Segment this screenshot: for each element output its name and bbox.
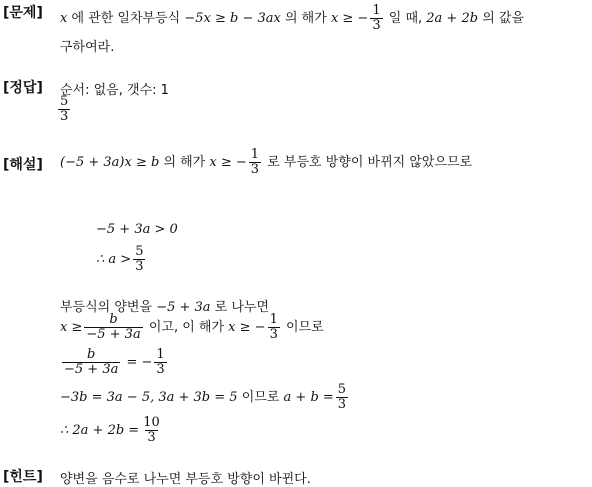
fraction-numerator: 1 [250, 147, 260, 162]
equation: −3b = 3a − 5, 3a + 3b = 5 [60, 390, 238, 405]
solution-text: 부등식의 양변을 [60, 300, 153, 315]
fraction-numerator: 5 [337, 382, 347, 397]
answer-fraction [56, 95, 72, 124]
equation: a + b = [283, 390, 334, 405]
solution-line-1 [60, 148, 472, 177]
problem-inequality: −5x ≥ b − 3ax [184, 11, 281, 26]
solution-line-3 [60, 313, 324, 342]
solution-lhs: x ≥ [60, 320, 83, 335]
fraction-numerator: 10 [143, 415, 160, 430]
problem-line-1 [60, 4, 524, 33]
fraction-denominator: 3 [269, 327, 278, 342]
fraction [141, 416, 162, 445]
fraction [84, 313, 142, 342]
fraction-denominator: 3 [337, 397, 347, 412]
problem-expression: 2a + 2b [426, 11, 479, 26]
equals: = − [126, 355, 153, 370]
solution-line-4 [60, 348, 169, 377]
hint-tag: [힌트] [3, 469, 43, 485]
solution-text: 이므로 [241, 390, 280, 405]
fraction [133, 245, 145, 274]
fraction-numerator: b [87, 347, 96, 362]
fraction-denominator: 3 [250, 162, 260, 177]
fraction-numerator: 1 [372, 3, 381, 18]
answer-line: 순서: 없음, 갯수: 1 [60, 83, 169, 98]
fraction [336, 383, 348, 412]
fraction-denominator: 3 [147, 430, 156, 445]
problem-text-1: 에 관한 일차부등식 [71, 11, 181, 26]
solution-lhs: x ≥ − [209, 155, 247, 170]
divisor: −5 + 3a [156, 300, 211, 315]
solution-text: 이므로 [285, 320, 324, 335]
equation-1: −5 + 3a > 0 [96, 222, 178, 237]
fraction-numerator: 5 [60, 94, 69, 109]
solution-inequality: (−5 + 3a)x ≥ b [60, 155, 160, 170]
problem-tag: [문제] [3, 5, 43, 21]
fraction-numerator: 1 [269, 312, 278, 327]
problem-solution-lhs: x ≥ − [330, 11, 369, 26]
solution-text: 로 부등호 방향이 바뀌지 않았으므로 [267, 155, 473, 170]
solution-text: 로 나누면 [214, 300, 270, 315]
solution-line-5 [60, 383, 350, 412]
fraction-numerator: b [109, 312, 118, 327]
final-equation: ∴ 2a + 2b = [60, 423, 140, 438]
problem-text-3: 일 때, [388, 11, 423, 26]
solution-text: 의 해가 [163, 155, 206, 170]
fraction-denominator: 3 [372, 18, 381, 33]
fraction [268, 313, 280, 342]
fraction-numerator: 5 [135, 244, 144, 259]
solution-line-6 [60, 416, 164, 445]
answer-tag: [정답] [3, 80, 43, 96]
fraction [370, 4, 382, 33]
fraction-denominator: −5 + 3a [64, 362, 119, 377]
problem-text-2: 의 해가 [284, 11, 327, 26]
fraction-denominator: −5 + 3a [86, 327, 141, 342]
var-x: x [60, 11, 68, 26]
fraction-denominator: 3 [60, 109, 69, 124]
fraction-denominator: 3 [135, 259, 144, 274]
equation-2 [96, 245, 147, 274]
solution-lhs: x ≥ − [228, 320, 266, 335]
fraction [154, 348, 166, 377]
hint-text: 양변을 음수로 나누면 부등호 방향이 바뀐다. [60, 472, 311, 487]
problem-line-2: 구하여라. [60, 40, 115, 55]
fraction-denominator: 3 [156, 362, 165, 377]
equation-lhs: ∴ a > [96, 252, 132, 267]
fraction [249, 148, 261, 177]
solution-tag: [해설] [3, 157, 43, 173]
problem-text-4: 의 값을 [482, 11, 525, 26]
fraction [62, 348, 120, 377]
fraction-numerator: 1 [156, 347, 165, 362]
solution-text: 이고, 이 해가 [148, 320, 225, 335]
